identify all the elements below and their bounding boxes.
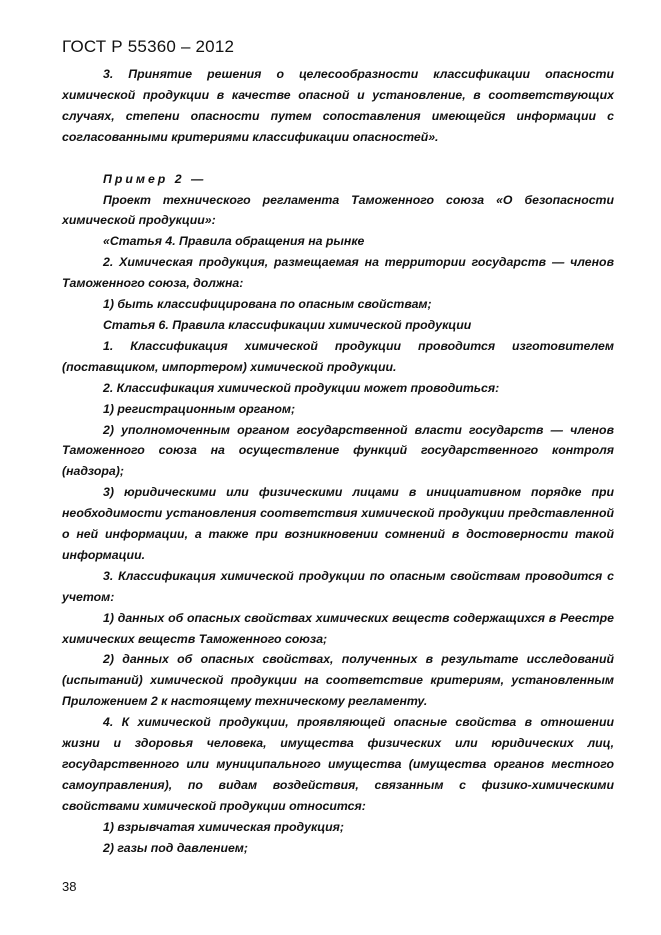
paragraph: 1) быть классифицирована по опасным свойствам; — [103, 297, 432, 312]
paragraph: 4. К химической продукции, проявляющей опасные свойства в отношении жизни и здоровья человека, имущества физических или юридических лиц, государственного или муниципального имущества (имущества органов местного самоуправления), по видам воздействия, связанным с физико-химическими свойствами химической продукции относится: — [62, 715, 614, 813]
page-number: 38 — [62, 879, 77, 894]
paragraph: «Статья 4. Правила обращения на рынке — [103, 234, 365, 249]
paragraph: 3. Классификация химической продукции по опасным свойствам проводится с учетом: — [62, 568, 614, 604]
paragraph: 2) газы под давлением; — [103, 840, 248, 855]
paragraph: 2. Классификация химической продукции может проводиться: — [103, 380, 500, 395]
paragraph: Проект технического регламента Таможенного союза «О безопасности химической продукции»: — [62, 192, 614, 228]
paragraph: 1) данных об опасных свойствах химических веществ содержащихся в Реестре химических веществ Таможенного союза; — [62, 610, 614, 646]
paragraph: 2) данных об опасных свойствах, полученных в результате исследований (испытаний) химической продукции на соответствие критериям, установленным Приложением 2 к настоящему техническому регламенту. — [62, 652, 614, 709]
paragraph: 2. Химическая продукция, размещаемая на территории государств — членов Таможенного союза, должна: — [62, 255, 614, 291]
paragraph: 1. Классификация химической продукции проводится изготовителем (поставщиком, импортером) химической продукции. — [62, 338, 614, 374]
document-header: ГОСТ Р 55360 – 2012 — [62, 37, 235, 56]
paragraph-gap — [62, 148, 614, 169]
paragraph: 1) регистрационным органом; — [103, 401, 296, 416]
document-body — [62, 64, 614, 859]
example-label: Пример 2 — — [103, 171, 207, 186]
paragraph: 2) уполномоченным органом государственной власти государств — членов Таможенного союза на осуществление функций государственного контроля (надзора); — [62, 422, 614, 479]
paragraph: 3) юридическими или физическими лицами в инициативном порядке при необходимости установления соответствия химической продукции представленной о ней информации, а также при возникновении сомнений в достоверности такой информации. — [62, 485, 614, 562]
paragraph: 1) взрывчатая химическая продукция; — [103, 819, 344, 834]
paragraph: Статья 6. Правила классификации химической продукции — [103, 317, 472, 332]
paragraph: 3. Принятие решения о целесообразности классификации опасности химической продукции в качестве опасной и установление, в соответствующих случаях, степени опасности путем сопоставления имеющейся информации с согласованными критериями классификации опасностей». — [62, 67, 614, 144]
